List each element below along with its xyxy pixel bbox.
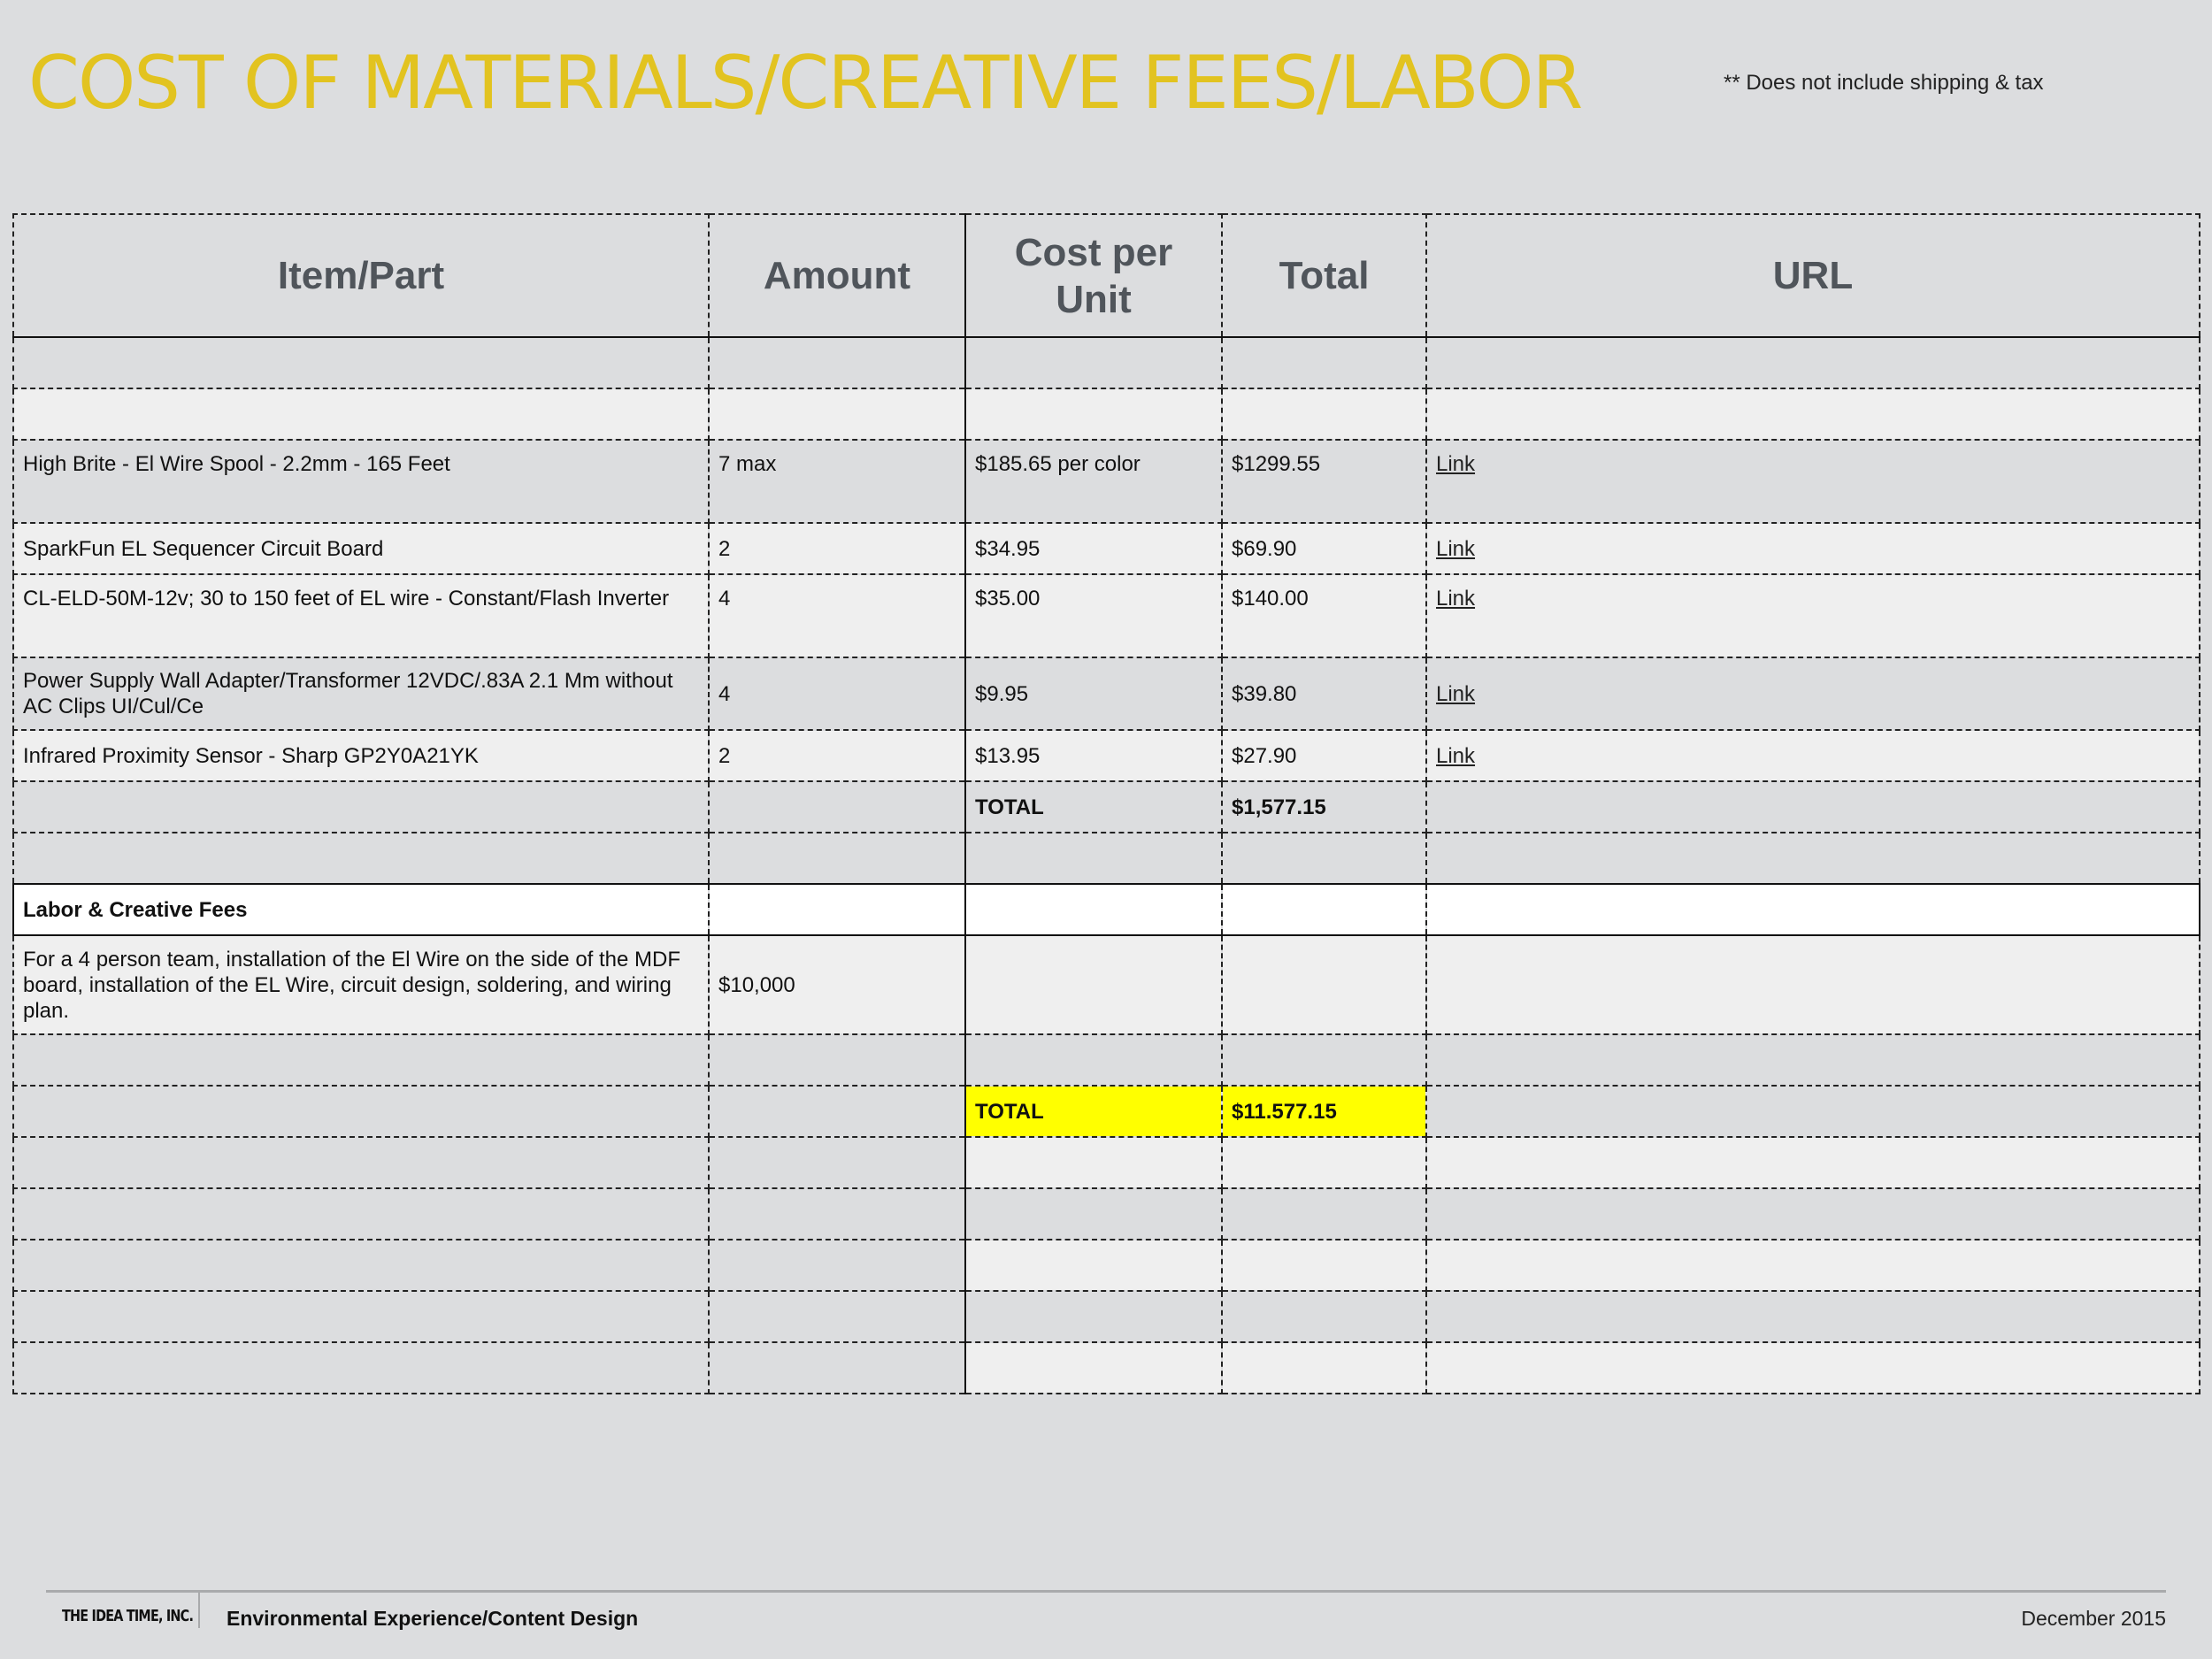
cost-cell: $35.00 [965,574,1222,657]
product-link[interactable]: Link [1436,681,1476,706]
table-row [13,574,2200,657]
cost-cell: $13.95 [965,730,1222,781]
total-cell: $1299.55 [1222,440,1426,523]
grand-total-value: $11.577.15 [1222,1086,1426,1137]
product-link[interactable]: Link [1436,536,1476,561]
url-cell [1426,440,2200,523]
item-cell: High Brite - El Wire Spool - 2.2mm - 165 Feet [13,440,709,523]
amount-cell: 7 max [709,440,965,523]
labor-heading: Labor & Creative Fees [13,884,709,935]
cost-cell: $34.95 [965,523,1222,574]
table-row [13,730,2200,781]
footer-separator [198,1593,200,1628]
total-cell: $39.80 [1222,657,1426,730]
empty-row [13,1034,2200,1086]
cost-table [12,213,2200,1394]
empty-row [13,1291,2200,1342]
materials-total-label: TOTAL [965,781,1222,833]
company-logo: THE IDEA TIME, INC. [62,1607,194,1625]
shipping-note: ** Does not include shipping & tax [1724,71,2044,95]
grand-total-label: TOTAL [965,1086,1222,1137]
amount-cell: 4 [709,657,965,730]
header-item: Item/Part [13,214,709,337]
amount-cell: 4 [709,574,965,657]
materials-total-value: $1,577.15 [1222,781,1426,833]
item-cell: CL-ELD-50M-12v; 30 to 150 feet of EL wire - Constant/Flash Inverter [13,574,709,657]
labor-amount: $10,000 [709,935,965,1034]
empty-row [13,1342,2200,1394]
total-cell: $27.90 [1222,730,1426,781]
url-cell [1426,657,2200,730]
header-cost: Cost per Unit [965,214,1222,337]
page-title: COST OF MATERIALS/CREATIVE FEES/LABOR [28,40,1582,126]
amount-cell: 2 [709,730,965,781]
labor-heading-row [13,884,2200,935]
empty-row [13,1137,2200,1188]
item-cell: Infrared Proximity Sensor - Sharp GP2Y0A21YK [13,730,709,781]
empty-row [13,833,2200,884]
header-amount: Amount [709,214,965,337]
product-link[interactable]: Link [1436,743,1476,768]
grand-total-row [13,1086,2200,1137]
header-total: Total [1222,214,1426,337]
cost-cell: $185.65 per color [965,440,1222,523]
header-url: URL [1426,214,2200,337]
url-cell [1426,730,2200,781]
materials-total-row [13,781,2200,833]
amount-cell: 2 [709,523,965,574]
item-cell: SparkFun EL Sequencer Circuit Board [13,523,709,574]
empty-row [13,1188,2200,1240]
table-header [13,214,2200,337]
labor-description: For a 4 person team, installation of the El Wire on the side of the MDF board, installation of the EL Wire, circuit design, soldering, and wiring plan. [13,935,709,1034]
url-cell [1426,574,2200,657]
table-row [13,440,2200,523]
footer-subtitle: Environmental Experience/Content Design [227,1607,639,1630]
table-row [13,523,2200,574]
cost-cell: $9.95 [965,657,1222,730]
url-cell [1426,523,2200,574]
total-cell: $140.00 [1222,574,1426,657]
footer-divider [46,1590,2166,1593]
labor-row [13,935,2200,1034]
empty-row [13,388,2200,440]
footer-date: December 2015 [2021,1607,2166,1630]
item-cell: Power Supply Wall Adapter/Transformer 12VDC/.83A 2.1 Mm without AC Clips UI/Cul/Ce [13,657,709,730]
product-link[interactable]: Link [1436,587,1476,611]
product-link[interactable]: Link [1436,452,1476,476]
empty-row [13,1240,2200,1291]
empty-row [13,337,2200,388]
table-row [13,657,2200,730]
total-cell: $69.90 [1222,523,1426,574]
